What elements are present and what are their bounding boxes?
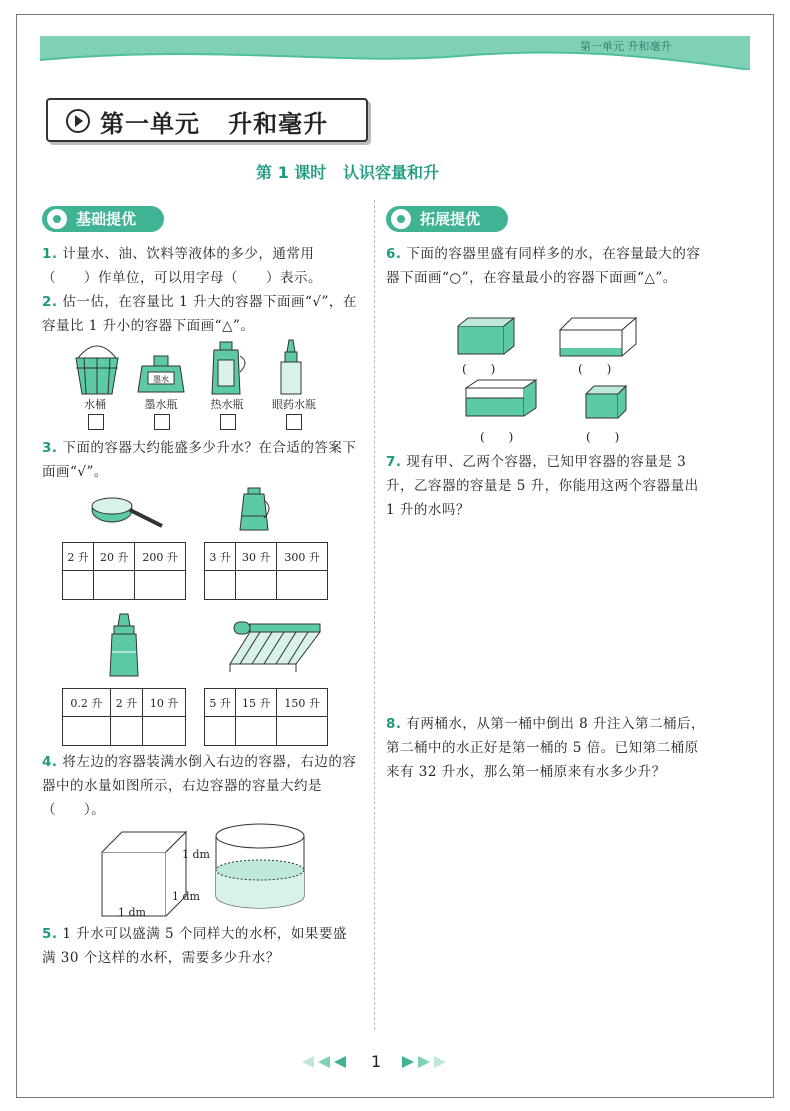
question-3 — [42, 436, 358, 484]
unit-title-box — [46, 98, 368, 142]
option-cell: 2 升 — [110, 689, 143, 717]
q6-blank-d[interactable]: ( ) — [586, 430, 620, 444]
container-label-ink-bottle: 墨水瓶 — [144, 398, 178, 411]
water-heater-icon — [226, 616, 326, 676]
q6-blank-a[interactable]: ( ) — [462, 362, 496, 376]
column-divider — [374, 200, 375, 1030]
container-label-thermos: 热水瓶 — [210, 398, 244, 411]
container-b-icon — [560, 318, 636, 356]
answer-cell[interactable] — [236, 717, 277, 746]
question-8-number: 8. — [386, 716, 402, 732]
option-cell: 300 升 — [277, 543, 328, 571]
q6-blank-c[interactable]: ( ) — [480, 430, 514, 444]
cube-dim-width: 1 dm — [118, 906, 146, 919]
question-5-text: 1 升水可以盛满 5 个同样大的水杯，如果要盛满 30 个这样的水杯，需要多少升水？ — [42, 926, 347, 966]
question-6-number: 6. — [386, 246, 402, 262]
option-cell: 200 升 — [135, 543, 186, 571]
container-a-icon — [458, 318, 514, 354]
question-1-text: 计量水、油、饮料等液体的多少，通常用（ ）作单位，可以用字母（ ）表示。 — [42, 246, 322, 286]
extend-section-label: 拓展提优 — [420, 210, 481, 228]
prev-page-arrows-icon — [300, 1054, 356, 1070]
question-5 — [42, 922, 358, 970]
answer-cell[interactable] — [205, 571, 236, 600]
answer-cell[interactable] — [63, 571, 94, 600]
option-cell: 150 升 — [277, 689, 328, 717]
unit-title: 第一单元 升和毫升 — [100, 110, 329, 138]
kettle-icon — [236, 486, 276, 536]
question-1-number: 1. — [42, 246, 58, 262]
extend-section-badge — [386, 206, 508, 232]
basic-section-label: 基础提优 — [76, 210, 137, 228]
question-3-text: 下面的容器大约能盛多少升水？在合适的答案下面画“√”。 — [42, 440, 357, 480]
header-band — [40, 36, 750, 70]
answer-cell[interactable] — [205, 717, 236, 746]
option-cell: 3 升 — [205, 543, 236, 571]
question-8-text: 有两桶水，从第一桶中倒出 8 升注入第二桶后，第二桶中的水正好是第一桶的 5 倍。已知第二桶原来有 32 升水，那么第一桶原来有水多少升？ — [386, 716, 705, 780]
question-1 — [42, 242, 358, 290]
answer-cell[interactable] — [277, 717, 328, 746]
question-2-number: 2. — [42, 294, 58, 310]
q3-answer-table-kettle — [204, 542, 328, 600]
option-cell: 0.2 升 — [63, 689, 111, 717]
page-number: 1 — [371, 1052, 382, 1071]
option-cell: 5 升 — [205, 689, 236, 717]
question-6 — [386, 242, 706, 290]
option-cell: 30 升 — [236, 543, 277, 571]
question-4-number: 4. — [42, 754, 58, 770]
baby-bottle-icon — [104, 612, 144, 680]
container-label-eye-drop: 眼药水瓶 — [272, 398, 316, 411]
question-4 — [42, 750, 358, 822]
extend-badge-icon — [390, 208, 412, 230]
answer-cell[interactable] — [94, 571, 135, 600]
option-cell: 20 升 — [94, 543, 135, 571]
q2-answer-box-bucket[interactable] — [88, 414, 104, 430]
question-8 — [386, 712, 706, 784]
cube-dim-height: 1 dm — [182, 848, 210, 861]
answer-cell[interactable] — [277, 571, 328, 600]
play-icon — [66, 109, 90, 133]
answer-cell[interactable] — [143, 717, 186, 746]
basic-badge-icon — [46, 208, 68, 230]
answer-cell[interactable] — [135, 571, 186, 600]
cube-dim-depth: 1 dm — [172, 890, 200, 903]
answer-cell[interactable] — [63, 717, 111, 746]
question-6-text: 下面的容器里盛有同样多的水，在容量最大的容器下面画“○”，在容量最小的容器下面画“△”。 — [386, 246, 701, 286]
container-label-bucket: 水桶 — [84, 398, 106, 411]
q3-answer-table-baby-bottle — [62, 688, 186, 746]
option-cell: 10 升 — [143, 689, 186, 717]
q2-answer-box-ink-bottle[interactable] — [154, 414, 170, 430]
cylinder-icon — [212, 822, 312, 912]
container-d-icon — [586, 386, 626, 418]
q3-answer-table-pan — [62, 542, 186, 600]
question-2-text: 估一估，在容量比 1 升大的容器下面画“√”，在容量比 1 升小的容器下面画“△”。 — [42, 294, 357, 334]
question-4-text: 将左边的容器装满水倒入右边的容器，右边的容器中的水量如图所示，右边容器的容量大约是（ ）。 — [42, 754, 357, 818]
q3-answer-table-water-heater — [204, 688, 328, 746]
basic-section-badge — [42, 206, 164, 232]
question-3-number: 3. — [42, 440, 58, 456]
question-7-number: 7. — [386, 454, 402, 470]
q2-answer-box-eye-drop[interactable] — [286, 414, 302, 430]
question-2 — [42, 290, 358, 338]
answer-cell[interactable] — [236, 571, 277, 600]
container-c-icon — [466, 380, 536, 416]
lesson-title: 第 1 课时 认识容量和升 — [256, 163, 439, 182]
header-corner-text: 第一单元 升和毫升 — [580, 40, 672, 53]
q6-blank-b[interactable]: ( ) — [578, 362, 612, 376]
option-cell: 15 升 — [236, 689, 277, 717]
question-5-number: 5. — [42, 926, 58, 942]
eye-drop-bottle-icon — [281, 340, 301, 394]
thermos-icon — [212, 342, 245, 394]
bucket-icon — [76, 346, 118, 394]
option-cell: 2 升 — [63, 543, 94, 571]
ink-label: 墨水 — [153, 375, 169, 384]
pan-icon — [86, 486, 166, 536]
question-7 — [386, 450, 706, 522]
ink-bottle-icon — [138, 356, 184, 392]
next-page-arrows-icon — [400, 1054, 456, 1070]
answer-cell[interactable] — [110, 717, 143, 746]
q2-containers — [60, 338, 340, 398]
question-7-text: 现有甲、乙两个容器，已知甲容器的容量是 3 升，乙容器的容量是 5 升，你能用这两个容器量出 1 升的水吗？ — [386, 454, 699, 518]
q2-answer-box-thermos[interactable] — [220, 414, 236, 430]
